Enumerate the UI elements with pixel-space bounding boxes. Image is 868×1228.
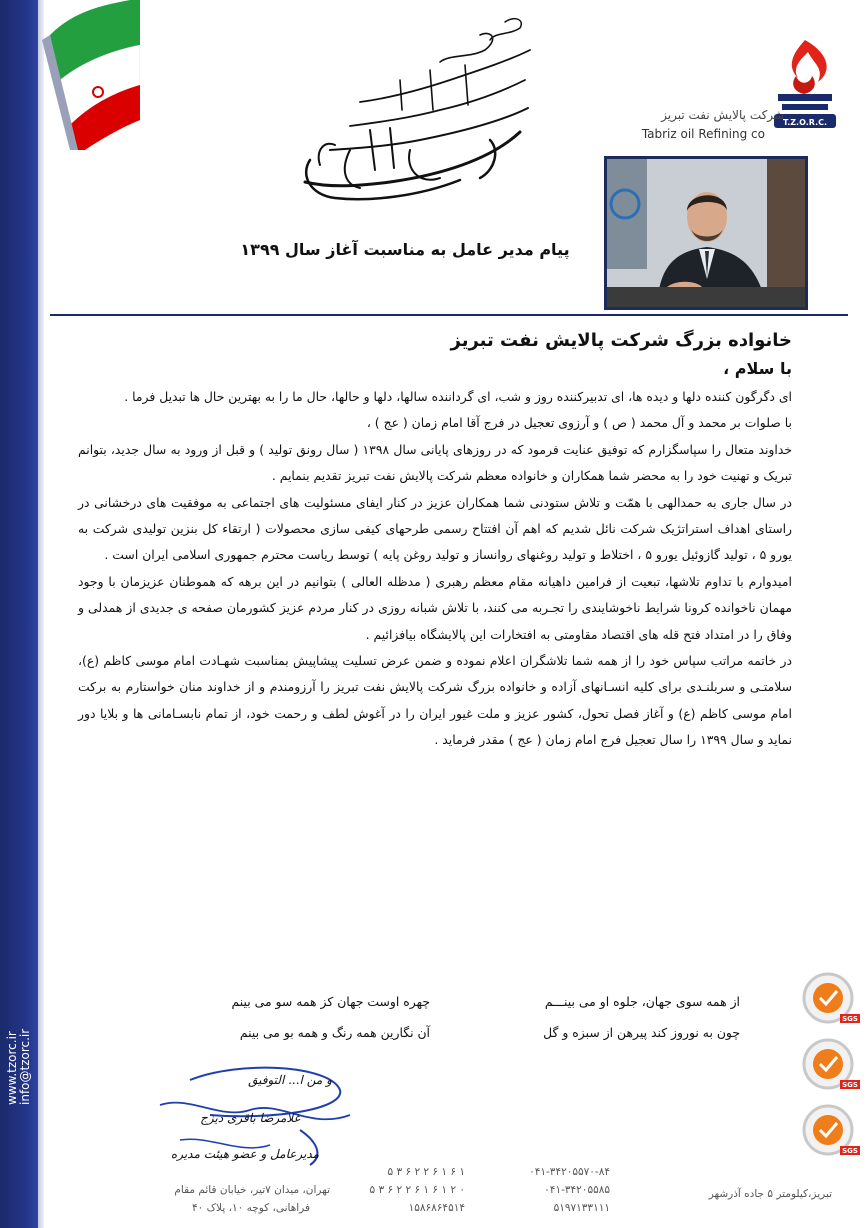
signature-role: مدیرعامل و عضو هیئت مدیره [170, 1147, 320, 1161]
poem [160, 994, 740, 1056]
sgs-badge-icon [804, 1040, 860, 1089]
poem-verse: از همه سوی جهان، جلوه او می بینـــم [544, 994, 740, 1009]
letter-greeting: با سلام ، [723, 359, 792, 378]
poem-verse: چون به نوروز کند پیرهن از سبزه و گل [543, 1025, 740, 1040]
signature-block [150, 1060, 360, 1175]
footer-fax-1: ۱ ۶ ۱ ۶ ۲ ۲ ۶ ۳ ۵ [387, 1166, 465, 1178]
signature-closing: و من ا... التوفیق [248, 1073, 332, 1087]
footer-postal-2: ۱۵۸۶۸۶۴۵۱۴ [408, 1202, 465, 1214]
header-divider [50, 314, 848, 316]
poem-row [160, 1025, 740, 1056]
poem-verse: چهره اوست جهان کز همه سو می بینم [231, 994, 430, 1009]
sgs-badge-icon [804, 1106, 860, 1155]
left-band-stripe [38, 0, 44, 1228]
logo-text: T.Z.O.R.C. [782, 118, 828, 127]
footer-phone-1: ۰۴۱-۳۴۲۰۵۵۷۰-۸۴ [529, 1166, 610, 1178]
poem-verse: آن نگارین همه رنگ و همه بو می بینم [239, 1025, 430, 1040]
ceo-portrait-icon [607, 159, 805, 307]
email-link[interactable] [19, 1079, 32, 1105]
footer-address-tabriz: تبریز،کیلومتر ۵ جاده آذرشهر [708, 1188, 832, 1200]
company-name-en: Tabriz oil Refining co [641, 127, 765, 141]
paragraph-5: امیدوارم با تداوم تلاشها، تبعیت از فرامین داهیانه مقام معظم رهبری ( مدظله العالی ) بتوانیم در این برهه که هموطنان عزیزمان با وجود مهمان ناخوانده کرونا شرایط ناخوشایندی را تجـربه می کنند، با تلاش شبانه روزی در کنار مردم عزیز کشورمان صفحه ی جدیدی از همدلی و وفاق را در امتداد فتح قله های اقتصاد مقاومتی به افتخارات این پالایشگاه بیافزائیم . [78, 573, 792, 642]
letter-body [78, 326, 792, 754]
poem-row [160, 994, 740, 1025]
footer-address-tehran-2: فراهانی، کوچه ۱۰، پلاک ۴۰ [192, 1202, 310, 1214]
footer-fax-2: ۰ ۲ ۱ ۶ ۱ ۶ ۲ ۲ ۶ ۳ ۵ [369, 1184, 465, 1196]
tzorc-logo-icon [770, 38, 840, 138]
iran-flag-icon [30, 0, 140, 150]
footer-phone-2: ۰۴۱-۳۴۲۰۵۵۸۵ [544, 1184, 610, 1196]
calligraphy-prayer-icon [290, 10, 545, 210]
paragraph-6: در خاتمه مراتب سپاس خود را از همه شما تلاشگران اعلام نموده و ضمن عرض تسلیت پیشاپیش بمناسبت شهـادت امام موسی کاظم (ع)، سلامتـی و سربلنـدی برای کلیه انسـانهای آزاده و خانواده بزرگ شرکت پالایش نفت تبریز را آرزومندم و از خداوند منان خواستارم به برکت امام موسی کاظم (ع) و آغاز فصل تحول، کشور عزیز و ملت غیور ایران را در آغوش لطف و رحمت خود، از تمام نابسـامانی ها و بلایا دور نماید و سال ۱۳۹۹ را سال تعجیل فرج امام زمان ( عج ) مقدر فرماید . [78, 653, 792, 748]
company-name-fa: شرکت پالایش نفت تبریز [661, 108, 784, 122]
sgs-badge-icon [804, 974, 860, 1023]
badge-text: SGS [842, 1081, 858, 1089]
badge-text: SGS [842, 1015, 858, 1023]
footer-contact [140, 1160, 840, 1220]
footer-postal-1: ۵۱۹۷۱۳۳۱۱۱ [553, 1202, 610, 1214]
paragraph-3: خداوند متعال را سپاسگزارم که توفیق عنایت فرمود که در روزهای پایانی سال ۱۳۹۸ ( سال رونق تولید ) و قبل از ورود به سال جدید، بتوانم تبریک و تهنیت خود را به محضر شما همکاران و خانواده معظم شرکت پالایش نفت تبریز تقدیم بنمایم . [78, 441, 792, 484]
footer-address-tehran: تهران، میدان ۷تیر، خیابان قائم مقام [174, 1184, 330, 1196]
letter-heading: خانواده بزرگ شرکت پالایش نفت تبریز [450, 330, 792, 351]
signature-name: غلامرضا باقری دیزج [200, 1111, 300, 1125]
certification-badges [800, 968, 862, 1168]
message-title: پیام مدیر عامل به مناسبت آغاز سال ۱۳۹۹ [240, 240, 570, 259]
badge-text: SGS [842, 1147, 858, 1155]
paragraph-2: با صلوات بر محمد و آل محمد ( ص ) و آرزوی تعجیل در فرج آقا امام زمان ( عج ) ، [366, 415, 792, 431]
ceo-photo [604, 156, 808, 310]
paragraph-1: ای دگرگون کننده دلها و دیده ها، ای تدبیرکننده روز و شب، ای گرداننده سالها، دلها و حالها، حال ما را به بهترین حال ها تبدیل فرما . [124, 389, 792, 404]
paragraph-4: در سال جاری به حمدالهی با همّت و تلاش ستودنی شما همکاران عزیز در کنار ایفای مسئولیت های اجتماعی به موفقیت های درخشانی در راستای اهداف استراتژیک شرکت نائل شدیم که اهم آن افتتاح رسمی طرحهای کیفی سازی محصولات ( ارتقاء کل بنزین تولیدی شرکت به یورو ۵ ، تولید گازوئیل یورو ۵ ، اختلاط و تولید روغنهای روانساز و تولید روغن پایه ) توسط ریاست محترم جمهوری اسلامی ایران است . [78, 494, 792, 563]
